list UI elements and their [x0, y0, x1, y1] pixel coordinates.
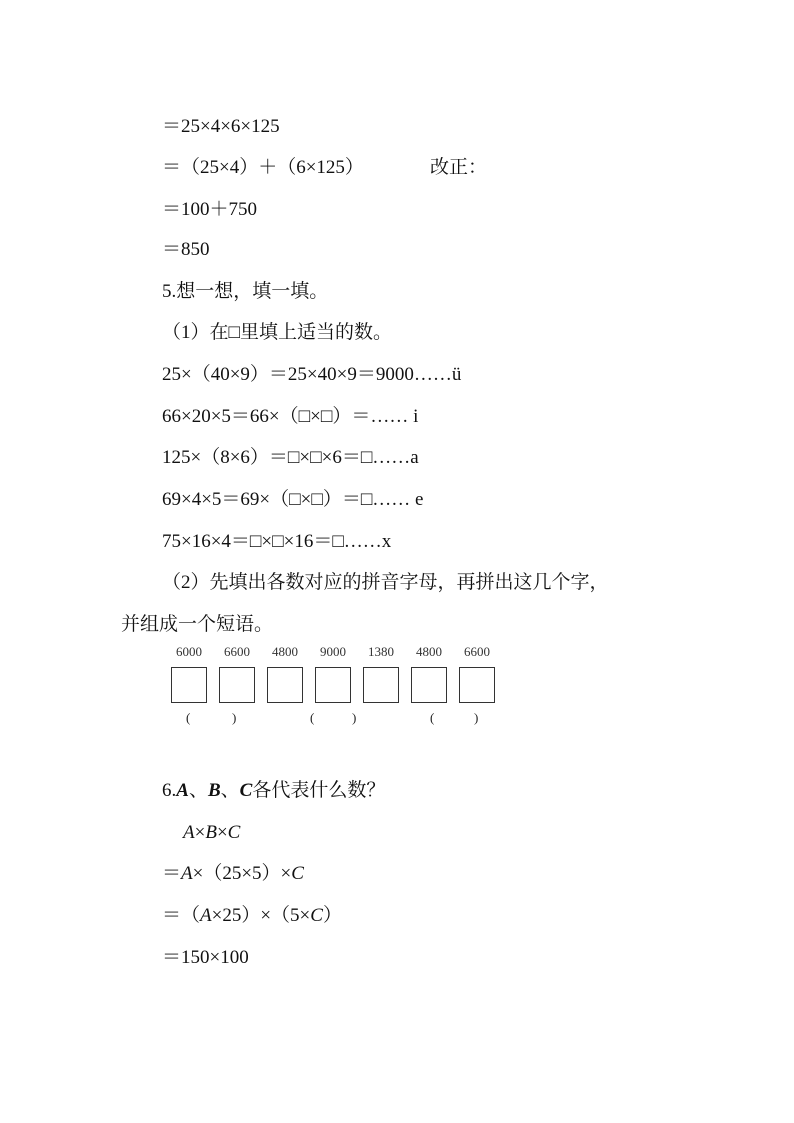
q6-r3-mid: ×25）×（5×	[211, 905, 311, 926]
equation-3: 125×（8×6）＝□×□×6＝□……a	[162, 447, 419, 468]
answer-box-column	[458, 644, 496, 703]
equation-5: 75×16×4＝□×□×16＝□……x	[162, 531, 392, 552]
paren-close: )	[352, 710, 357, 725]
q6-suffix: 各代表什么数？	[252, 780, 386, 801]
box-number: 6000	[176, 644, 202, 659]
var-a: A	[183, 822, 195, 843]
q6-r3-pre: ＝（	[162, 905, 201, 926]
var-c: C	[239, 780, 253, 801]
answer-box[interactable]	[459, 667, 495, 703]
box-number: 6600	[464, 644, 490, 659]
answer-boxes	[170, 644, 500, 734]
box-number: 9000	[320, 644, 346, 659]
answer-box[interactable]	[363, 667, 399, 703]
answer-box[interactable]	[411, 667, 447, 703]
answer-box[interactable]	[171, 667, 207, 703]
paren-close: )	[474, 710, 479, 725]
var-c: C	[291, 863, 304, 884]
var-b: B	[207, 780, 221, 801]
question-6-title	[162, 779, 385, 803]
box-number: 1380	[368, 644, 394, 659]
answer-box-column	[218, 644, 256, 703]
answer-box-column	[314, 644, 352, 703]
q6-row-4: ＝150×100	[162, 947, 249, 968]
question-5-part-1: （1）在□里填上适当的数。	[162, 322, 392, 343]
box-number: 6600	[224, 644, 250, 659]
answer-box-column	[410, 644, 448, 703]
q6-r2-mid: ×（25×5）×	[192, 863, 292, 884]
q6-prefix: 6.	[162, 780, 177, 801]
paren-close: )	[232, 710, 237, 725]
question-5-title: 5.想一想，填一填。	[162, 281, 329, 302]
question-5-part-2-line-1: （2）先填出各数对应的拼音字母，再拼出这几个字，	[162, 572, 609, 593]
paren-open: (	[186, 710, 191, 725]
answer-box-column	[266, 644, 304, 703]
equation-4: 69×4×5＝69×（□×□）＝□…… e	[162, 489, 424, 510]
times: ×	[194, 822, 206, 843]
correction-label: 改正：	[430, 157, 488, 178]
times: ×	[216, 822, 228, 843]
var-c: C	[227, 822, 241, 843]
q6-row-2	[162, 862, 304, 886]
var-a: A	[200, 905, 212, 926]
box-number: 4800	[416, 644, 442, 659]
q6-row-3	[162, 904, 342, 928]
q6-r3-end: ）	[322, 905, 342, 926]
var-c: C	[310, 905, 323, 926]
q6-sep: 、	[188, 780, 208, 801]
var-b: B	[205, 822, 217, 843]
answer-box[interactable]	[315, 667, 351, 703]
var-a: A	[176, 780, 189, 801]
paren-open: (	[430, 710, 435, 725]
q6-sep: 、	[220, 780, 240, 801]
answer-box[interactable]	[267, 667, 303, 703]
answer-box-column	[170, 644, 208, 703]
var-a: A	[181, 863, 193, 884]
calc-line-2: ＝（25×4）＋（6×125）	[162, 157, 364, 178]
answer-box-column	[362, 644, 400, 703]
q6-r2-pre: ＝	[162, 863, 182, 884]
question-5-part-2-line-2: 并组成一个短语。	[121, 614, 274, 635]
box-number: 4800	[272, 644, 298, 659]
q6-row-1	[183, 821, 240, 845]
answer-box[interactable]	[219, 667, 255, 703]
calc-line-3: ＝100＋750	[162, 199, 258, 220]
calc-line-4: ＝850	[162, 239, 210, 260]
equation-2: 66×20×5＝66×（□×□）＝…… i	[162, 406, 419, 427]
paren-open: (	[310, 710, 315, 725]
calc-line-1: ＝25×4×6×125	[162, 116, 280, 137]
equation-1: 25×（40×9）＝25×40×9＝9000……ü	[162, 364, 462, 385]
